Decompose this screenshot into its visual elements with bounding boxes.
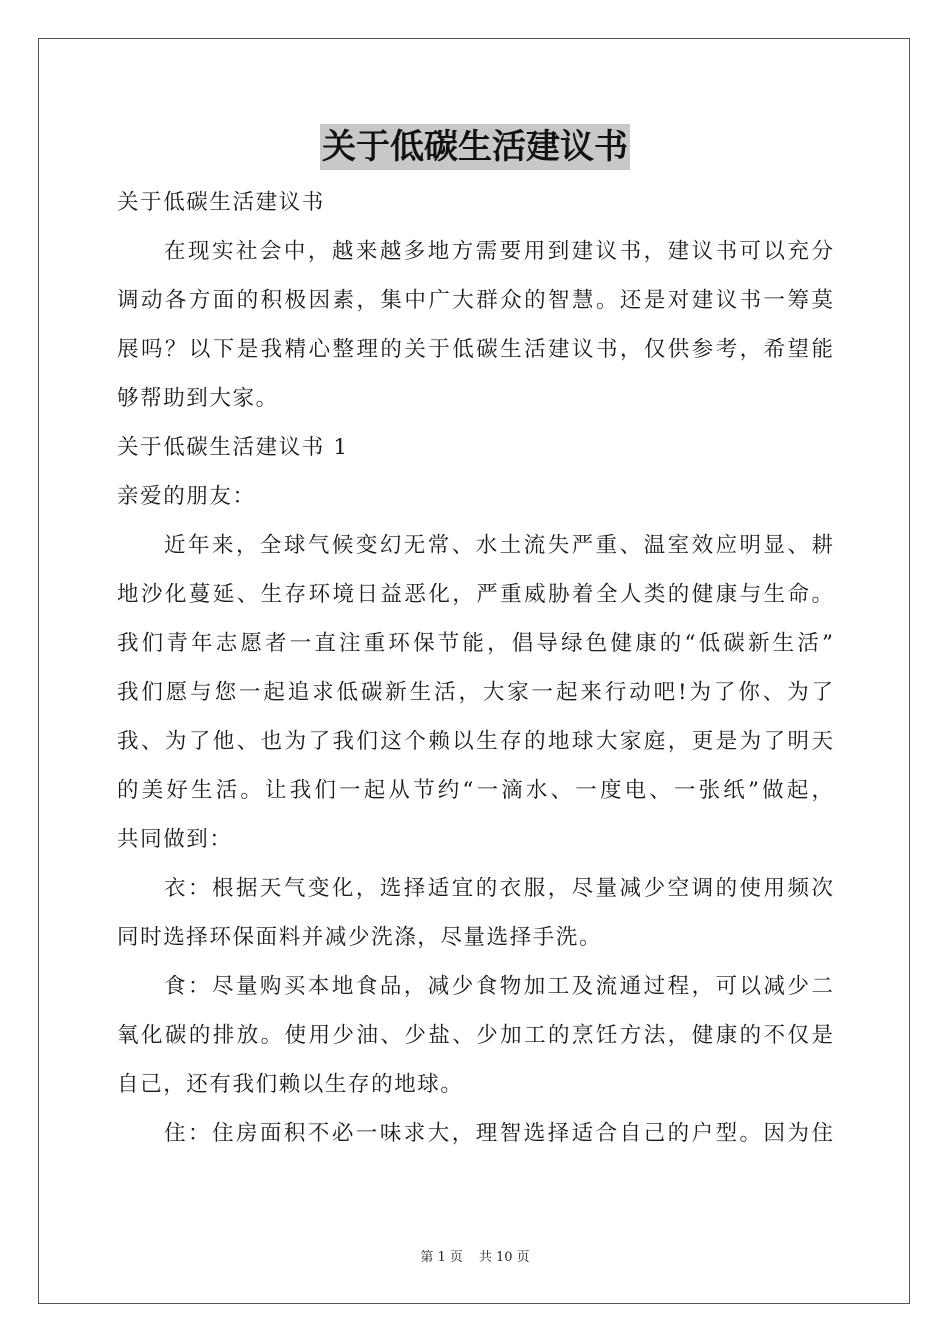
paragraph-line: 住：住房面积不必一味求大，理智选择适合自己的户型。因为住 <box>164 1121 833 1146</box>
paragraph-line: 氧化碳的排放。使用少油、少盐、少加工的烹饪方法，健康的不仅是 <box>117 1023 833 1048</box>
heading-line: 关于低碳生活建议书 <box>117 190 325 215</box>
title-area <box>0 124 950 170</box>
paragraph-line: 我、为了他、也为了我们这个赖以生存的地球大家庭，更是为了明天 <box>117 729 833 754</box>
paragraph-line: 地沙化蔓延、生存环境日益恶化，严重威胁着全人类的健康与生命。 <box>117 582 833 607</box>
paragraph-line: 近年来，全球气候变幻无常、水土流失严重、温室效应明显、耕 <box>164 533 833 558</box>
paragraph-line: 我们愿与您一起追求低碳新生活，大家一起来行动吧!为了你、为了 <box>117 680 833 705</box>
paragraph-line: 在现实社会中，越来越多地方需要用到建议书，建议书可以充分 <box>164 239 833 264</box>
paragraph-line: 展吗？以下是我精心整理的关于低碳生活建议书，仅供参考，希望能 <box>117 337 833 362</box>
salutation-line: 亲爱的朋友： <box>117 484 256 509</box>
document-body <box>117 178 833 1158</box>
paragraph-line: 共同做到： <box>117 827 233 852</box>
page-footer <box>0 1246 950 1265</box>
paragraph-line: 的美好生活。让我们一起从节约“一滴水、一度电、一张纸”做起， <box>117 778 833 803</box>
paragraph-line: 我们青年志愿者一直注重环保节能，倡导绿色健康的“低碳新生活” <box>117 631 833 656</box>
paragraph-line: 同时选择环保面料并减少洗涤，尽量选择手洗。 <box>117 925 603 950</box>
page-total: 共 10 页 <box>478 1250 530 1265</box>
paragraph-line: 调动各方面的积极因素，集中广大群众的智慧。还是对建议书一筹莫 <box>117 288 833 313</box>
document-title: 关于低碳生活建议书 <box>320 124 630 170</box>
paragraph-line: 够帮助到大家。 <box>117 386 279 411</box>
page-number: 第 1 页 <box>420 1250 463 1265</box>
paragraph-line: 自己，还有我们赖以生存的地球。 <box>117 1072 464 1097</box>
section-heading-line: 关于低碳生活建议书 1 <box>117 435 349 460</box>
paragraph-line: 衣：根据天气变化，选择适宜的衣服，尽量减少空调的使用频次 <box>164 876 833 901</box>
paragraph-line: 食：尽量购买本地食品，减少食物加工及流通过程，可以减少二 <box>164 974 833 999</box>
